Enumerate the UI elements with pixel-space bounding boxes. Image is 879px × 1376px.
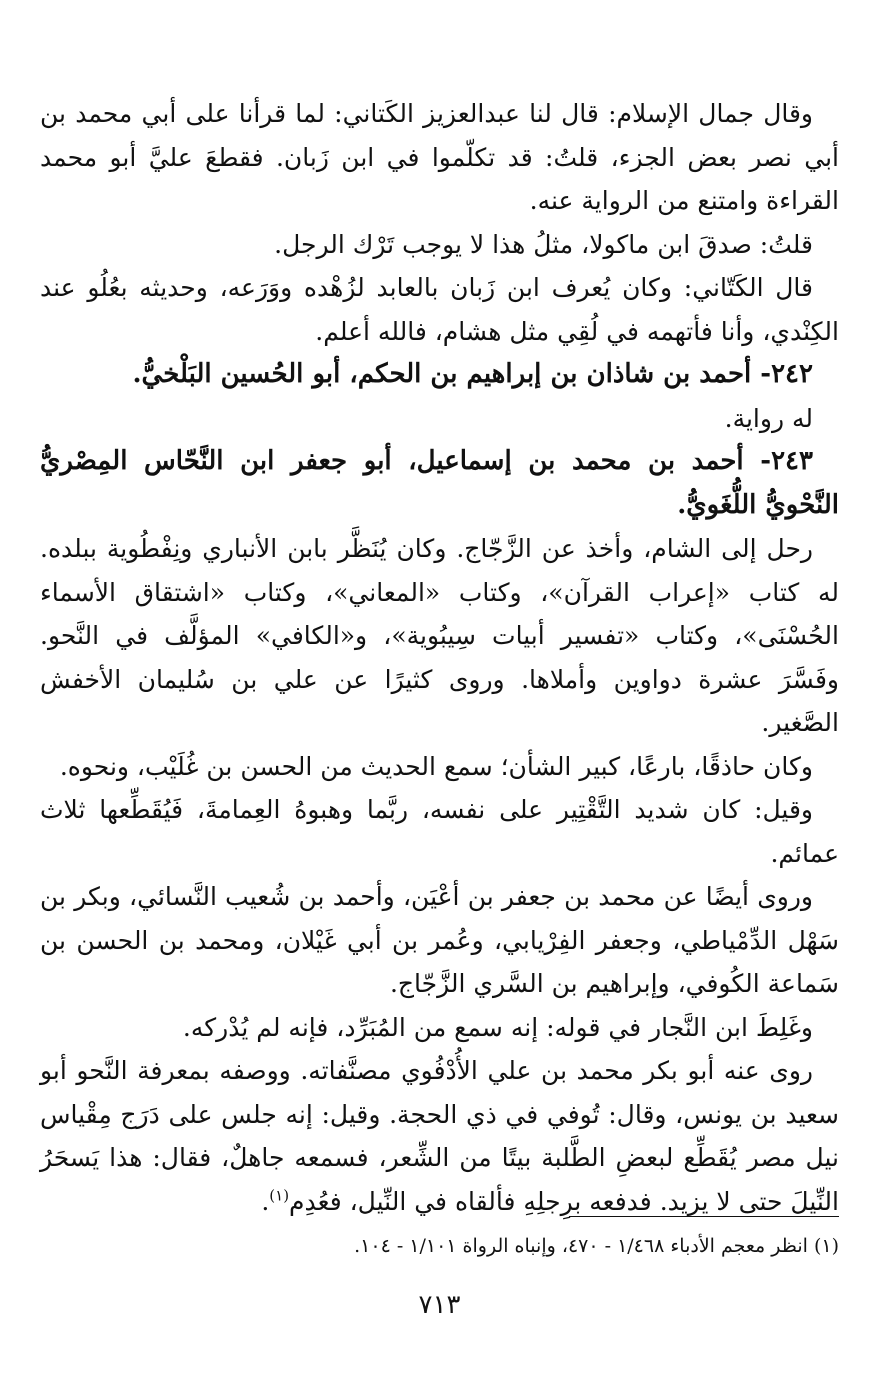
- final-period: .: [261, 1186, 270, 1216]
- paragraph-kattani-zuhd: قال الكَتّاني: وكان يُعرف ابن زَبان بالعابد لزُهْده ووَرَعه، وحديثه بعُلُو عند الكِنْدي، وأنا فأتهمه في لُقِي مثل هشام، فالله أعلم.: [40, 273, 839, 346]
- entry-heading-242: ٢٤٢- أحمد بن شاذان بن إبراهيم بن الحكم، أبو الحُسين البَلْخيُّ.: [132, 359, 813, 389]
- entry-heading-243: ٢٤٣- أحمد بن محمد بن إسماعيل، أبو جعفر ابن النَّحّاس المِصْريُّ النَّحْويُّ اللُّغَويُّ.: [40, 446, 839, 520]
- paragraph-kattani-quote: وقال جمال الإسلام: قال لنا عبدالعزيز الكَتاني: لما قرأنا على أبي محمد بن أبي نصر بعض الجزء، قلتُ: قد تكلّموا في ابن زَبان. فقطعَ عليَّ أبو محمد القراءة وامتنع من الرواية عنه.: [40, 99, 839, 215]
- paragraph-travels-books: رحل إلى الشام، وأخذ عن الزَّجّاج. وكان يُنَظَّر بابن الأنباري ونِفْطُوية ببلده. له كتاب «إعراب القرآن»، وكتاب «المعاني»، وكتاب «اشتقاق الأسماء الحُسْنَى»، وكتاب «تفسير أبيات سِيبُوية»، و«الكافي» المؤلَّف في النَّحو. وفَسَّرَ عشرة دواوين وأملاها. وروى كثيرًا عن علي بن سُليمان الأخفش الصَّغير.: [40, 534, 839, 737]
- paragraph-skill: وكان حاذقًا، بارعًا، كبير الشأن؛ سمع الحديث من الحسن بن غُلَيْب، ونحوه.: [59, 751, 813, 781]
- footnote-reference: (١): [269, 1186, 290, 1205]
- paragraph-riwaya: له رواية.: [724, 403, 813, 433]
- main-text: [40, 92, 839, 1223]
- paragraph-najjar-error: وغَلِطَ ابن النَّجار في قوله: إنه سمع من المُبَرِّد، فإنه لم يُدْركه.: [182, 1012, 813, 1042]
- paragraph-frugality: وقيل: كان شديد التَّقْتِير على نفسه، ربَّما وهبوهُ العِمامةَ، فَيُقَطِّعها ثلاث عمائم.: [40, 795, 839, 868]
- page-number: ٧١٣: [418, 1290, 461, 1320]
- footnote: (١) انظر معجم الأدباء ١/٤٦٨ - ٤٧٠، وإنباه الرواة ١/١٠١ - ١٠٤.: [354, 1235, 839, 1257]
- paragraph-author-comment: قلتُ: صدقَ ابن ماكولا، مثلُ هذا لا يوجب تَرْك الرجل.: [274, 229, 813, 259]
- paragraph-teachers: وروى أيضًا عن محمد بن جعفر بن أعْيَن، وأحمد بن شُعيب النَّسائي، وبكر بن سَهْل الدِّمْياطي، وجعفر الفِرْيابي، وعُمر بن أبي غَيْلان، ومحمد بن الحسن بن سَماعة الكُوفي، وإبراهيم بن السَّري الزَّجّاج.: [40, 882, 839, 998]
- footnote-divider: [569, 1216, 839, 1217]
- paragraph-death-story: [40, 1049, 839, 1223]
- death-story-text: روى عنه أبو بكر محمد بن علي الأُدْفُوي مصنَّفاته. ووصفه بمعرفة النَّحو أبو سعيد بن يونس، وقال: تُوفي في ذي الحجة. وقيل: إنه جلس على دَرَج مِقْياس نيل مصر يُقَطِّع لبعضِ الطَّلبة بيتًا من الشِّعر، فسمعه جاهلٌ، فقال: هذا يَسحَرُ النِّيلَ حتى لا يزيد. فدفعه برِجلِهِ فألقاه في النِّيل، فعُدِم: [40, 1056, 839, 1216]
